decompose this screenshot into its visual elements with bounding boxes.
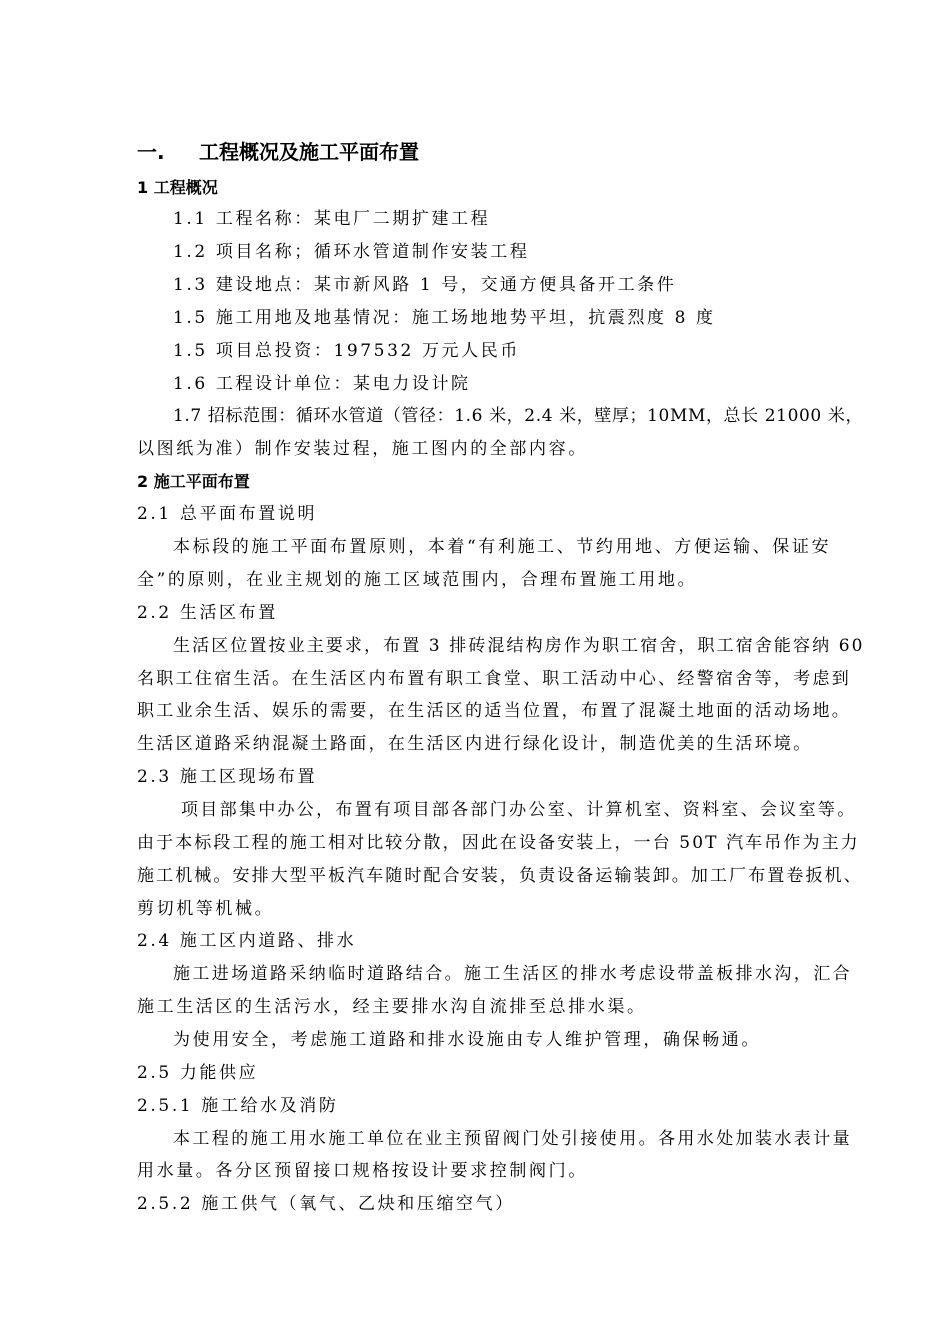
chapter-number: 一.	[137, 140, 165, 164]
subsection-2-4-title: 2.4 施工区内道路、排水	[137, 931, 357, 951]
paragraph-2-2-line: 名职工住宿生活。在生活区内布置有职工食堂、职工活动中心、经警宿舍等，考虑到	[137, 669, 852, 689]
paragraph-2-2-line: 职工业余生活、娱乐的需要，在生活区的适当位置，布置了混凝土地面的活动场地。	[137, 701, 852, 721]
section-1-title: 1 工程概况	[137, 178, 218, 197]
paragraph-2-4-line: 为使用安全，考虑施工道路和排水设施由专人维护管理，确保畅通。	[173, 1030, 761, 1050]
paragraph-2-2-line: 生活区道路采纳混凝土路面，在生活区内进行绿化设计，制造优美的生活环境。	[137, 734, 813, 754]
chapter-heading	[137, 139, 419, 165]
item-1-2: 1.2 项目名称；循环水管道制作安装工程	[173, 242, 530, 262]
item-1-3: 1.3 建设地点：某市新风路 1 号，交通方便具备开工条件	[173, 275, 677, 295]
item-1-7: 1.7 招标范围：循环水管道（管径：1.6 米，2.4 米，壁厚；10MM，总长 21000 米，	[173, 406, 864, 426]
subsection-2-5-title: 2.5 力能供应	[137, 1063, 259, 1083]
paragraph-2-3-line: 施工机械。安排大型平板汽车随时配合安装，负责设备运输装卸。加工厂布置卷扳机、	[137, 866, 863, 886]
subsection-2-3-title: 2.3 施工区现场布置	[137, 767, 318, 787]
paragraph-2-5-1-line: 用水量。各分区预留接口规格按设计要求控制阀门。	[137, 1161, 588, 1181]
paragraph-2-4-line: 施工生活区的生活污水，经主要排水沟自流排至总排水渠。	[137, 997, 647, 1017]
section-2-title: 2 施工平面布置	[137, 472, 250, 491]
subsection-2-5-1-title: 2.5.1 施工给水及消防	[137, 1096, 339, 1116]
item-1-1: 1.1 工程名称：某电厂二期扩建工程	[173, 209, 491, 229]
chapter-title: 工程概况及施工平面布置	[199, 140, 419, 164]
subsection-2-2-title: 2.2 生活区布置	[137, 603, 278, 623]
subsection-2-5-2-title: 2.5.2 施工供气（氧气、乙炔和压缩空气）	[137, 1194, 515, 1214]
paragraph-2-1-line: 本标段的施工平面布置原则，本着“有利施工、节约用地、方便运输、保证安	[173, 537, 832, 557]
item-1-5b: 1.5 项目总投资：197532 万元人民币	[173, 341, 520, 361]
item-1-7-cont: 以图纸为准）制作安装过程，施工图内的全部内容。	[137, 439, 588, 459]
paragraph-2-5-1-line: 本工程的施工用水施工单位在业主预留阀门处引接使用。各用水处加装水表计量	[173, 1129, 852, 1149]
paragraph-2-2-line: 生活区位置按业主要求，布置 3 排砖混结构房作为职工宿舍，职工宿舍能容纳 60	[173, 636, 865, 656]
paragraph-2-3-line: 剪切机等机械。	[137, 899, 275, 919]
paragraph-2-1-line: 全”的原则，在业主规划的施工区域范围内，合理布置施工用地。	[137, 570, 698, 590]
item-1-5a: 1.5 施工用地及地基情况：施工场地地势平坦，抗震烈度 8 度	[173, 308, 716, 328]
item-1-6: 1.6 工程设计单位：某电力设计院	[173, 374, 471, 394]
paragraph-2-3-line: 由于本标段工程的施工相对比较分散，因此在设备安装上，一台 50T 汽车吊作为主力	[137, 833, 860, 853]
subsection-2-1-title: 2.1 总平面布置说明	[137, 504, 318, 524]
paragraph-2-4-line: 施工进场道路采纳临时道路结合。施工生活区的排水考虑设带盖板排水沟，汇合	[173, 964, 852, 984]
paragraph-2-3-line: 项目部集中办公，布置有项目部各部门办公室、计算机室、资料室、会议室等。	[181, 800, 857, 820]
